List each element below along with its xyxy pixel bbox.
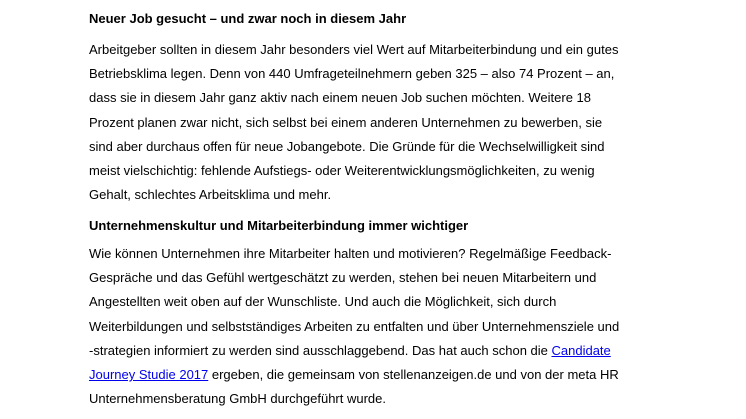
candidate-journey-link-continued[interactable]: Journey Studie 2017 <box>89 367 209 383</box>
section-heading-job-search: Neuer Job gesucht – und zwar noch in diesem Jahr <box>89 11 407 26</box>
paragraph-line: dass sie in diesem Jahr ganz aktiv nach einem neuen Job suchen möchten. Weitere 18 <box>89 90 591 106</box>
paragraph-line: Angestellten weit oben auf der Wunschliste. Und auch die Möglichkeit, sich durch <box>89 294 557 310</box>
line-text-before-link: -strategien informiert zu werden sind ausschlaggebend. Das hat auch schon die <box>89 342 552 358</box>
paragraph-line <box>89 363 669 387</box>
section-heading-company-culture: Unternehmenskultur und Mitarbeiterbindung immer wichtiger <box>89 218 469 233</box>
paragraph-line: Prozent planen zwar nicht, sich selbst bei einem anderen Unternehmen zu bewerben, sie <box>89 114 603 130</box>
paragraph-company-culture <box>89 242 669 411</box>
paragraph-line <box>89 339 669 363</box>
paragraph-line: Weiterbildungen und selbstständiges Arbeiten zu entfalten und über Unternehmensziele und <box>89 318 620 334</box>
paragraph-line: Gehalt, schlechtes Arbeitsklima und mehr. <box>89 187 332 203</box>
candidate-journey-link[interactable]: Candidate <box>551 342 611 358</box>
paragraph-line: Betriebsklima legen. Denn von 440 Umfrageteilnehmern geben 325 – also 74 Prozent – an, <box>89 66 615 82</box>
paragraph-line: Wie können Unternehmen ihre Mitarbeiter halten und motivieren? Regelmäßige Feedback- <box>89 246 612 261</box>
paragraph-line: sind aber durchaus offen für neue Jobangebote. Die Gründe für die Wechselwilligkeit sind <box>89 138 605 154</box>
paragraph-line: Unternehmensberatung GmbH durchgeführt wurde. <box>89 391 386 407</box>
paragraph-line: Gespräche und das Gefühl wertgeschätzt zu werden, stehen bei neuen Mitarbeitern und <box>89 270 597 286</box>
line-text-after-link: ergeben, die gemeinsam von stellenanzeigen.de und von der meta HR <box>208 367 619 383</box>
paragraph-line: Arbeitgeber sollten in diesem Jahr besonders viel Wert auf Mitarbeiterbindung und ein gutes <box>89 42 619 57</box>
paragraph-job-search <box>89 38 669 207</box>
paragraph-line: meist vielschichtig: fehlende Aufstiegs- oder Weiterentwicklungsmöglichkeiten, zu wenig <box>89 163 595 179</box>
